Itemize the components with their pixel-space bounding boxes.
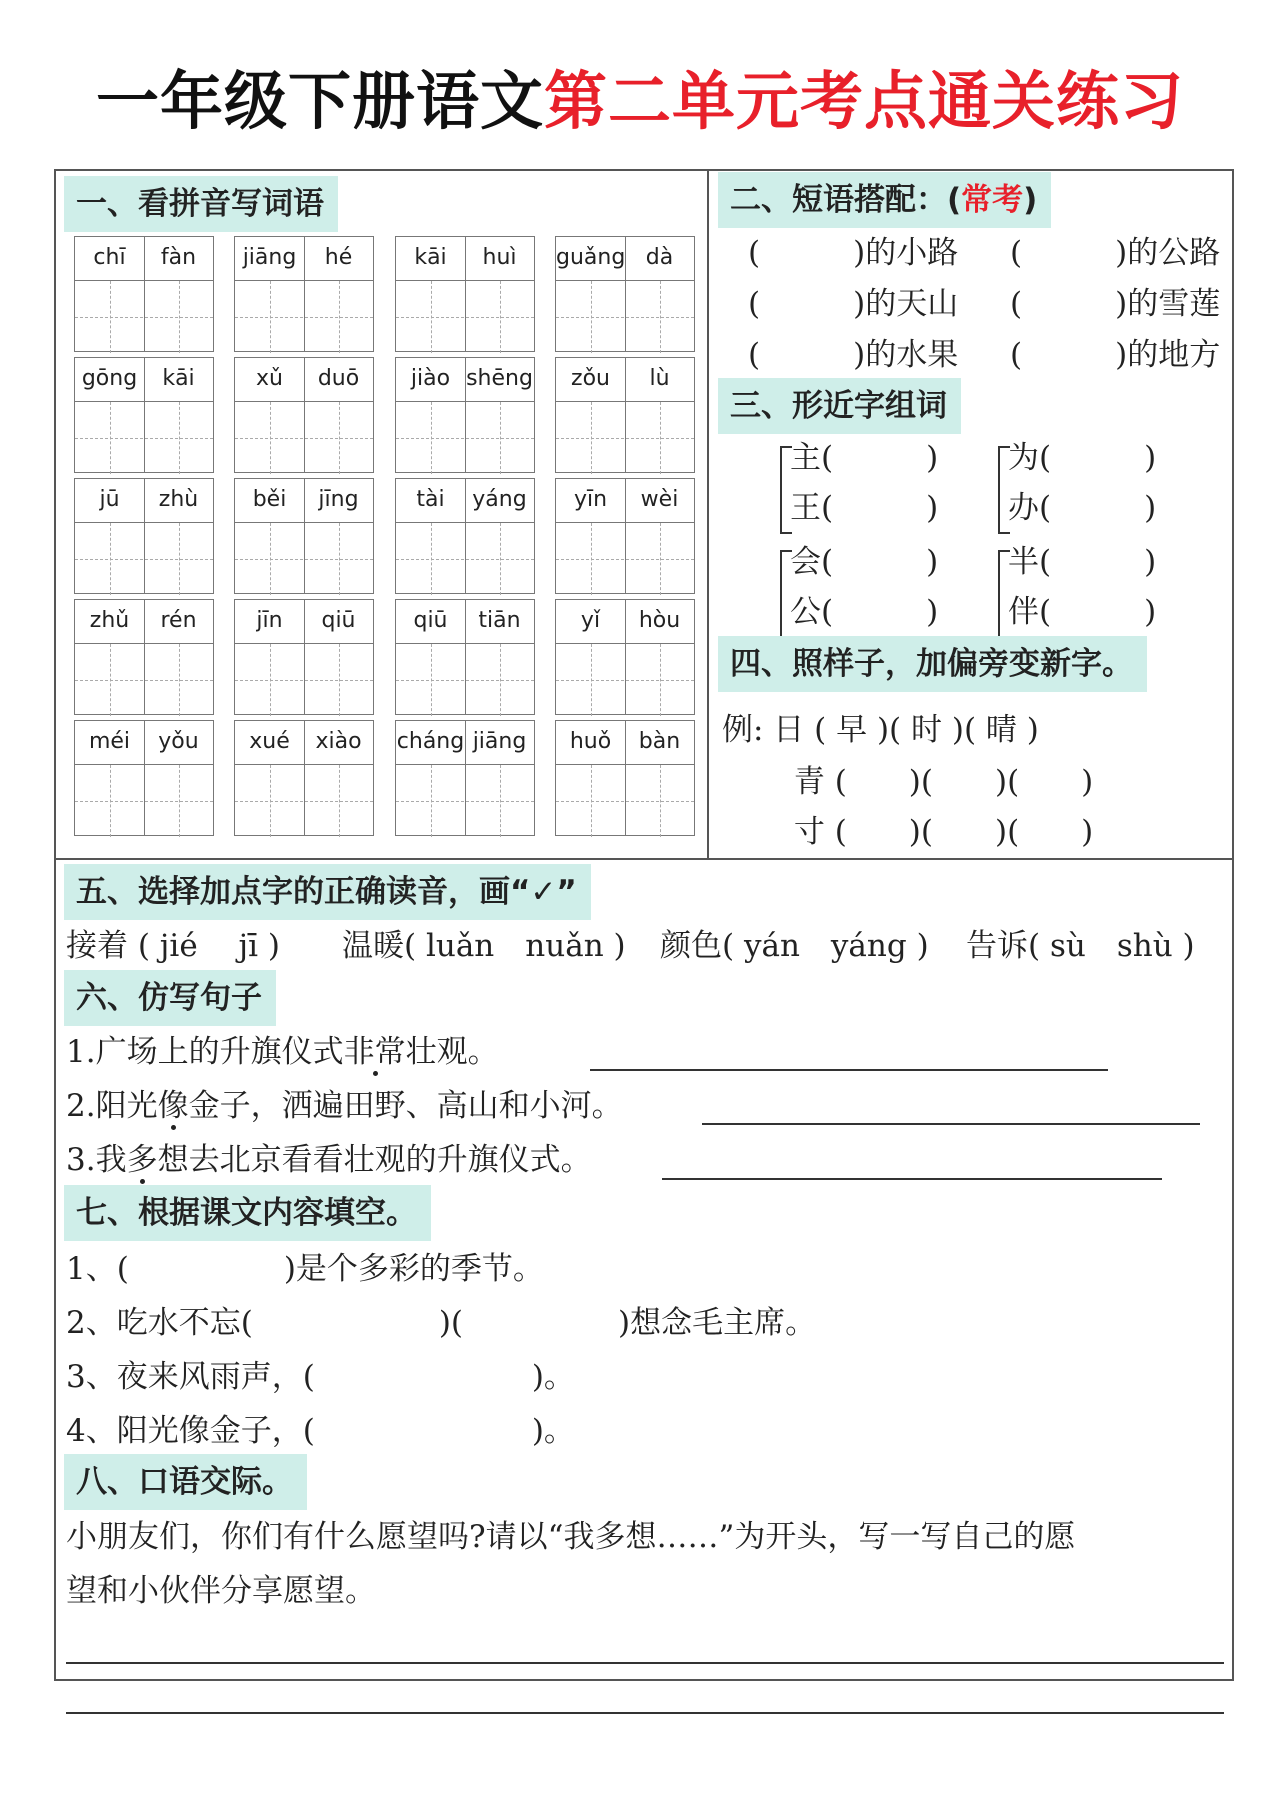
fill-blank[interactable]: 2、吃水不忘( )( )想念毛主席。	[66, 1305, 817, 1341]
pinyin-syllable: kāi	[414, 245, 447, 270]
guide-line	[339, 402, 340, 474]
guide-line	[556, 317, 694, 318]
pinyin-syllable: hé	[324, 245, 353, 270]
guide-line	[179, 281, 180, 353]
guide-line	[660, 402, 661, 474]
guide-line	[556, 438, 694, 439]
pinyin-cell[interactable]	[74, 357, 214, 473]
guide-line	[75, 438, 213, 439]
pinyin-cell[interactable]	[234, 357, 374, 473]
similar-char-item[interactable]: 王( )	[790, 490, 939, 526]
guide-line	[235, 801, 373, 802]
guide-line	[270, 281, 271, 353]
guide-line	[339, 523, 340, 595]
guide-line	[75, 317, 213, 318]
phrase-item[interactable]: ( )的小路	[748, 235, 959, 271]
pinyin-cell[interactable]	[74, 236, 214, 352]
pinyin-syllable: dà	[645, 245, 674, 270]
pinyin-syllable: gōng	[81, 366, 138, 391]
fill-blank[interactable]: 1、( )是个多彩的季节。	[66, 1251, 544, 1287]
pinyin-syllable: lù	[649, 366, 670, 391]
cell-divider	[625, 358, 626, 472]
pinyin-syllable: jiāng	[472, 729, 527, 754]
writing-line[interactable]	[66, 1662, 1224, 1664]
phrase-item[interactable]: ( )的水果	[748, 337, 959, 373]
guide-line	[431, 523, 432, 595]
pinyin-syllable: qiū	[321, 608, 356, 633]
cell-divider	[465, 721, 466, 835]
pinyin-syllable: méi	[88, 729, 131, 754]
pinyin-cell[interactable]	[395, 357, 535, 473]
sentence-2: 2.阳光像金子，洒遍田野、高山和小河。	[66, 1088, 623, 1124]
pinyin-syllable: zǒu	[571, 366, 610, 391]
guide-line	[500, 523, 501, 595]
pinyin-cell[interactable]	[555, 478, 695, 594]
pinyin-syllable: chī	[93, 245, 126, 270]
pinyin-cell[interactable]	[395, 236, 535, 352]
guide-line	[431, 644, 432, 716]
guide-line	[270, 402, 271, 474]
pinyin-cell[interactable]	[555, 599, 695, 715]
example-row: 例: 日 ( 早 )( 时 )( 晴 )	[722, 712, 1039, 748]
guide-line	[270, 765, 271, 837]
similar-char-item[interactable]: 伴( )	[1008, 594, 1157, 630]
guide-line	[431, 402, 432, 474]
section4-heading: 四、照样子，加偏旁变新字。	[718, 636, 1147, 692]
pinyin-syllable: zhǔ	[89, 608, 130, 633]
pinyin-syllable: yīn	[573, 487, 608, 512]
pinyin-syllable: yǒu	[158, 729, 199, 754]
section3-heading: 三、形近字组词	[718, 378, 961, 434]
guide-line	[235, 317, 373, 318]
phrase-item[interactable]: ( )的雪莲	[1010, 286, 1221, 322]
guide-line	[110, 402, 111, 474]
pinyin-cell[interactable]	[234, 720, 374, 836]
guide-line	[179, 644, 180, 716]
pinyin-syllable: xǔ	[256, 366, 283, 391]
guide-line	[500, 765, 501, 837]
fill-blank[interactable]: 3、夜来风雨声，( )。	[66, 1359, 575, 1395]
pinyin-syllable: duō	[317, 366, 360, 391]
guide-line	[110, 523, 111, 595]
pinyin-syllable: fàn	[160, 245, 197, 270]
guide-line	[500, 644, 501, 716]
guide-line	[75, 680, 213, 681]
cell-divider	[144, 358, 145, 472]
pinyin-syllable: jiào	[410, 366, 451, 391]
fill-blank[interactable]: 4、阳光像金子，( )。	[66, 1413, 575, 1449]
oral-prompt-line2: 望和小伙伴分享愿望。	[66, 1573, 376, 1609]
guide-line	[110, 644, 111, 716]
section6-heading: 六、仿写句子	[64, 970, 276, 1026]
pinyin-syllable: tiān	[478, 608, 521, 633]
row-divider	[54, 858, 1234, 860]
guide-line	[339, 765, 340, 837]
guide-line	[556, 680, 694, 681]
similar-char-item[interactable]: 主( )	[790, 440, 939, 476]
guide-line	[339, 281, 340, 353]
sentence-3: 3.我多想去北京看看壮观的升旗仪式。	[66, 1142, 592, 1178]
guide-line	[110, 765, 111, 837]
pinyin-syllable: huì	[482, 245, 517, 270]
pinyin-syllable: wèi	[640, 487, 679, 512]
pinyin-syllable: běi	[252, 487, 287, 512]
cell-divider	[304, 237, 305, 351]
guide-line	[660, 523, 661, 595]
pinyin-cell[interactable]	[234, 599, 374, 715]
similar-char-item[interactable]: 半( )	[1008, 544, 1157, 580]
pinyin-syllable: qiū	[413, 608, 448, 633]
reading-choice[interactable]: 颜色( yán yáng )	[660, 928, 929, 964]
pinyin-syllable: huǒ	[569, 729, 612, 754]
guide-line	[179, 523, 180, 595]
cell-divider	[304, 358, 305, 472]
pinyin-cell[interactable]	[395, 478, 535, 594]
cell-divider	[625, 479, 626, 593]
guide-line	[179, 402, 180, 474]
reading-choice[interactable]: 告诉( sù shù )	[966, 928, 1195, 964]
answer-line[interactable]	[590, 1069, 1108, 1071]
guide-line	[235, 438, 373, 439]
guide-line	[75, 801, 213, 802]
sentence-1: 1.广场上的升旗仪式非常壮观。	[66, 1034, 499, 1070]
cell-divider	[304, 600, 305, 714]
guide-line	[500, 402, 501, 474]
guide-line	[660, 644, 661, 716]
pinyin-cell[interactable]	[395, 599, 535, 715]
guide-line	[396, 317, 534, 318]
pinyin-cell[interactable]	[555, 236, 695, 352]
cell-divider	[625, 237, 626, 351]
pinyin-syllable: xiào	[315, 729, 362, 754]
guide-line	[235, 680, 373, 681]
pinyin-syllable: jīng	[318, 487, 359, 512]
pinyin-cell[interactable]	[555, 720, 695, 836]
pinyin-cell[interactable]	[395, 720, 535, 836]
pinyin-syllable: xué	[249, 729, 290, 754]
cell-divider	[465, 479, 466, 593]
answer-line[interactable]	[662, 1178, 1162, 1180]
guide-line	[431, 281, 432, 353]
guide-line	[179, 765, 180, 837]
guide-line	[660, 281, 661, 353]
pinyin-syllable: rén	[160, 608, 197, 633]
pinyin-cell[interactable]	[234, 236, 374, 352]
guide-line	[110, 281, 111, 353]
phrase-item[interactable]: ( )的地方	[1010, 337, 1221, 373]
guide-line	[431, 765, 432, 837]
pinyin-cell[interactable]	[555, 357, 695, 473]
pinyin-syllable: jīn	[256, 608, 283, 633]
oral-prompt-line1: 小朋友们，你们有什么愿望吗?请以“我多想……”为开头，写一写自己的愿	[66, 1519, 1076, 1555]
guide-line	[75, 559, 213, 560]
pinyin-syllable: hòu	[638, 608, 681, 633]
guide-line	[270, 523, 271, 595]
pinyin-cell[interactable]	[74, 478, 214, 594]
guide-line	[556, 801, 694, 802]
cell-divider	[465, 358, 466, 472]
radical-row[interactable]: 青 ( )( )( )	[722, 764, 1094, 800]
pinyin-syllable: cháng	[396, 729, 465, 754]
guide-line	[396, 801, 534, 802]
cell-divider	[144, 600, 145, 714]
pinyin-cell[interactable]	[74, 599, 214, 715]
radical-row[interactable]: 寸 ( )( )( )	[722, 814, 1094, 850]
guide-line	[556, 559, 694, 560]
guide-line	[591, 644, 592, 716]
answer-line[interactable]	[702, 1123, 1200, 1125]
similar-char-item[interactable]: 公( )	[790, 594, 939, 630]
cell-divider	[144, 237, 145, 351]
column-divider	[707, 169, 709, 859]
guide-line	[339, 644, 340, 716]
guide-line	[591, 765, 592, 837]
cell-divider	[625, 721, 626, 835]
cell-divider	[465, 237, 466, 351]
pinyin-syllable: shēng	[466, 366, 533, 391]
guide-line	[396, 438, 534, 439]
section8-heading: 八、口语交际。	[64, 1454, 307, 1510]
phrase-item[interactable]: ( )的公路	[1010, 235, 1221, 271]
cell-divider	[304, 721, 305, 835]
section2-heading: 二、短语搭配：(常考)	[718, 172, 1051, 228]
guide-line	[396, 680, 534, 681]
cell-divider	[304, 479, 305, 593]
similar-char-item[interactable]: 会( )	[790, 544, 939, 580]
cell-divider	[625, 600, 626, 714]
pinyin-cell[interactable]	[74, 720, 214, 836]
guide-line	[591, 523, 592, 595]
pinyin-cell[interactable]	[234, 478, 374, 594]
pinyin-syllable: jiāng	[242, 245, 297, 270]
cell-divider	[144, 721, 145, 835]
guide-line	[235, 559, 373, 560]
pinyin-syllable: yáng	[472, 487, 527, 512]
pinyin-syllable: zhù	[158, 487, 199, 512]
phrase-item[interactable]: ( )的天山	[748, 286, 959, 322]
cell-divider	[465, 600, 466, 714]
guide-line	[396, 559, 534, 560]
pinyin-syllable: guǎng	[556, 245, 626, 270]
pinyin-syllable: kāi	[162, 366, 195, 391]
section7-heading: 七、根据课文内容填空。	[64, 1185, 431, 1241]
guide-line	[591, 402, 592, 474]
reading-choice[interactable]: 接着 ( jié jī )	[66, 928, 281, 964]
section5-heading: 五、选择加点字的正确读音，画“✓”	[64, 864, 591, 920]
writing-line[interactable]	[66, 1712, 1224, 1714]
guide-line	[660, 765, 661, 837]
similar-char-item[interactable]: 为( )	[1008, 440, 1157, 476]
cell-divider	[144, 479, 145, 593]
similar-char-item[interactable]: 办( )	[1008, 490, 1157, 526]
page-title: 一年级下册语文第二单元考点通关练习	[96, 65, 1184, 138]
pinyin-syllable: jū	[99, 487, 120, 512]
pinyin-syllable: tài	[416, 487, 445, 512]
section1-heading: 一、看拼音写词语	[64, 176, 338, 232]
pinyin-syllable: yǐ	[580, 608, 601, 633]
reading-choice[interactable]: 温暖( luǎn nuǎn )	[342, 928, 626, 964]
guide-line	[270, 644, 271, 716]
guide-line	[500, 281, 501, 353]
guide-line	[591, 281, 592, 353]
pinyin-syllable: bàn	[638, 729, 681, 754]
